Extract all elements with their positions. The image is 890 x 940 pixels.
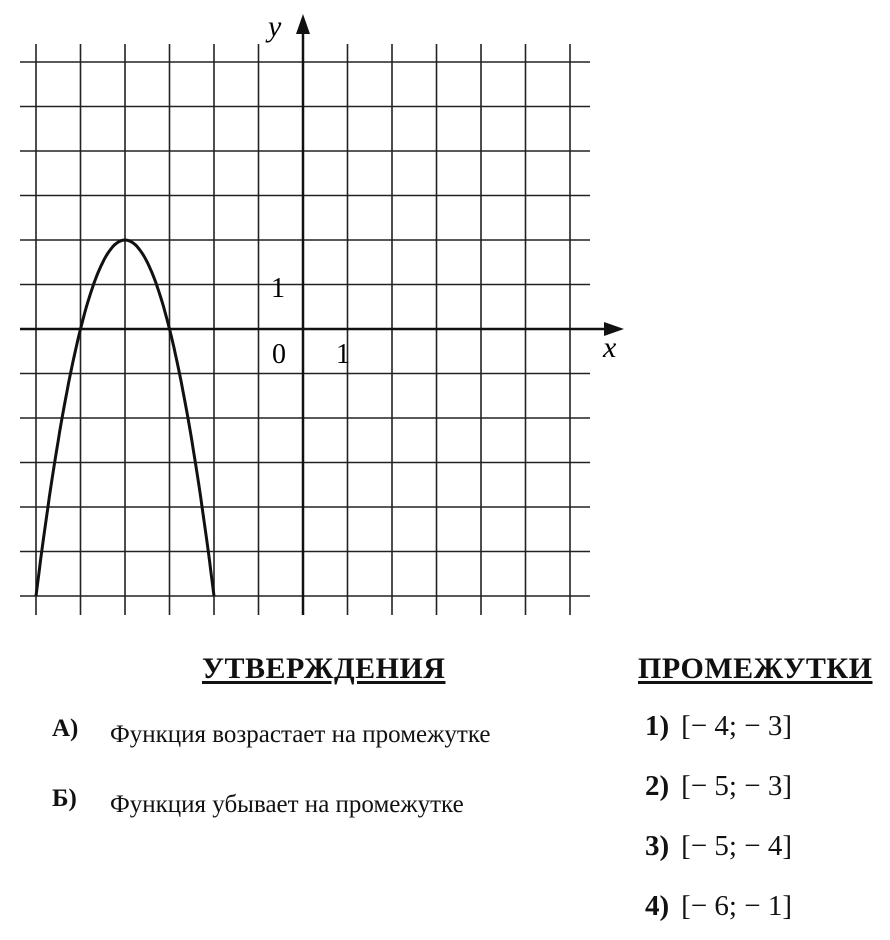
interval-option-number: 1) bbox=[645, 710, 670, 742]
interval-option-text: [− 4; − 3] bbox=[681, 710, 793, 742]
axes bbox=[20, 14, 624, 615]
interval-option-text: [− 6; − 1] bbox=[681, 890, 793, 922]
y-axis-arrow-icon bbox=[296, 14, 310, 34]
statement-b-text: Функция убывает на промежутке bbox=[110, 791, 464, 818]
y-unit-tick-label: 1 bbox=[271, 273, 285, 304]
interval-option-number: 4) bbox=[645, 890, 670, 922]
interval-option-4 bbox=[645, 890, 792, 923]
interval-option-2 bbox=[645, 770, 792, 803]
interval-option-3 bbox=[645, 830, 792, 863]
x-unit-tick-label: 1 bbox=[336, 339, 350, 370]
interval-option-number: 3) bbox=[645, 830, 670, 862]
interval-option-1 bbox=[645, 710, 792, 743]
statement-b-label: Б) bbox=[52, 785, 77, 812]
interval-option-text: [− 5; − 4] bbox=[681, 830, 793, 862]
statement-a-text: Функция возрастает на промежутке bbox=[110, 721, 491, 748]
intervals-heading: ПРОМЕЖУТКИ bbox=[638, 652, 873, 685]
y-axis-label: y bbox=[268, 10, 282, 43]
statements-heading: УТВЕРЖДЕНИЯ bbox=[202, 652, 446, 685]
interval-option-text: [− 5; − 3] bbox=[681, 770, 793, 802]
statement-a-label: А) bbox=[52, 715, 79, 742]
x-axis-label: x bbox=[603, 331, 617, 364]
interval-option-number: 2) bbox=[645, 770, 670, 802]
origin-label: 0 bbox=[272, 339, 286, 370]
